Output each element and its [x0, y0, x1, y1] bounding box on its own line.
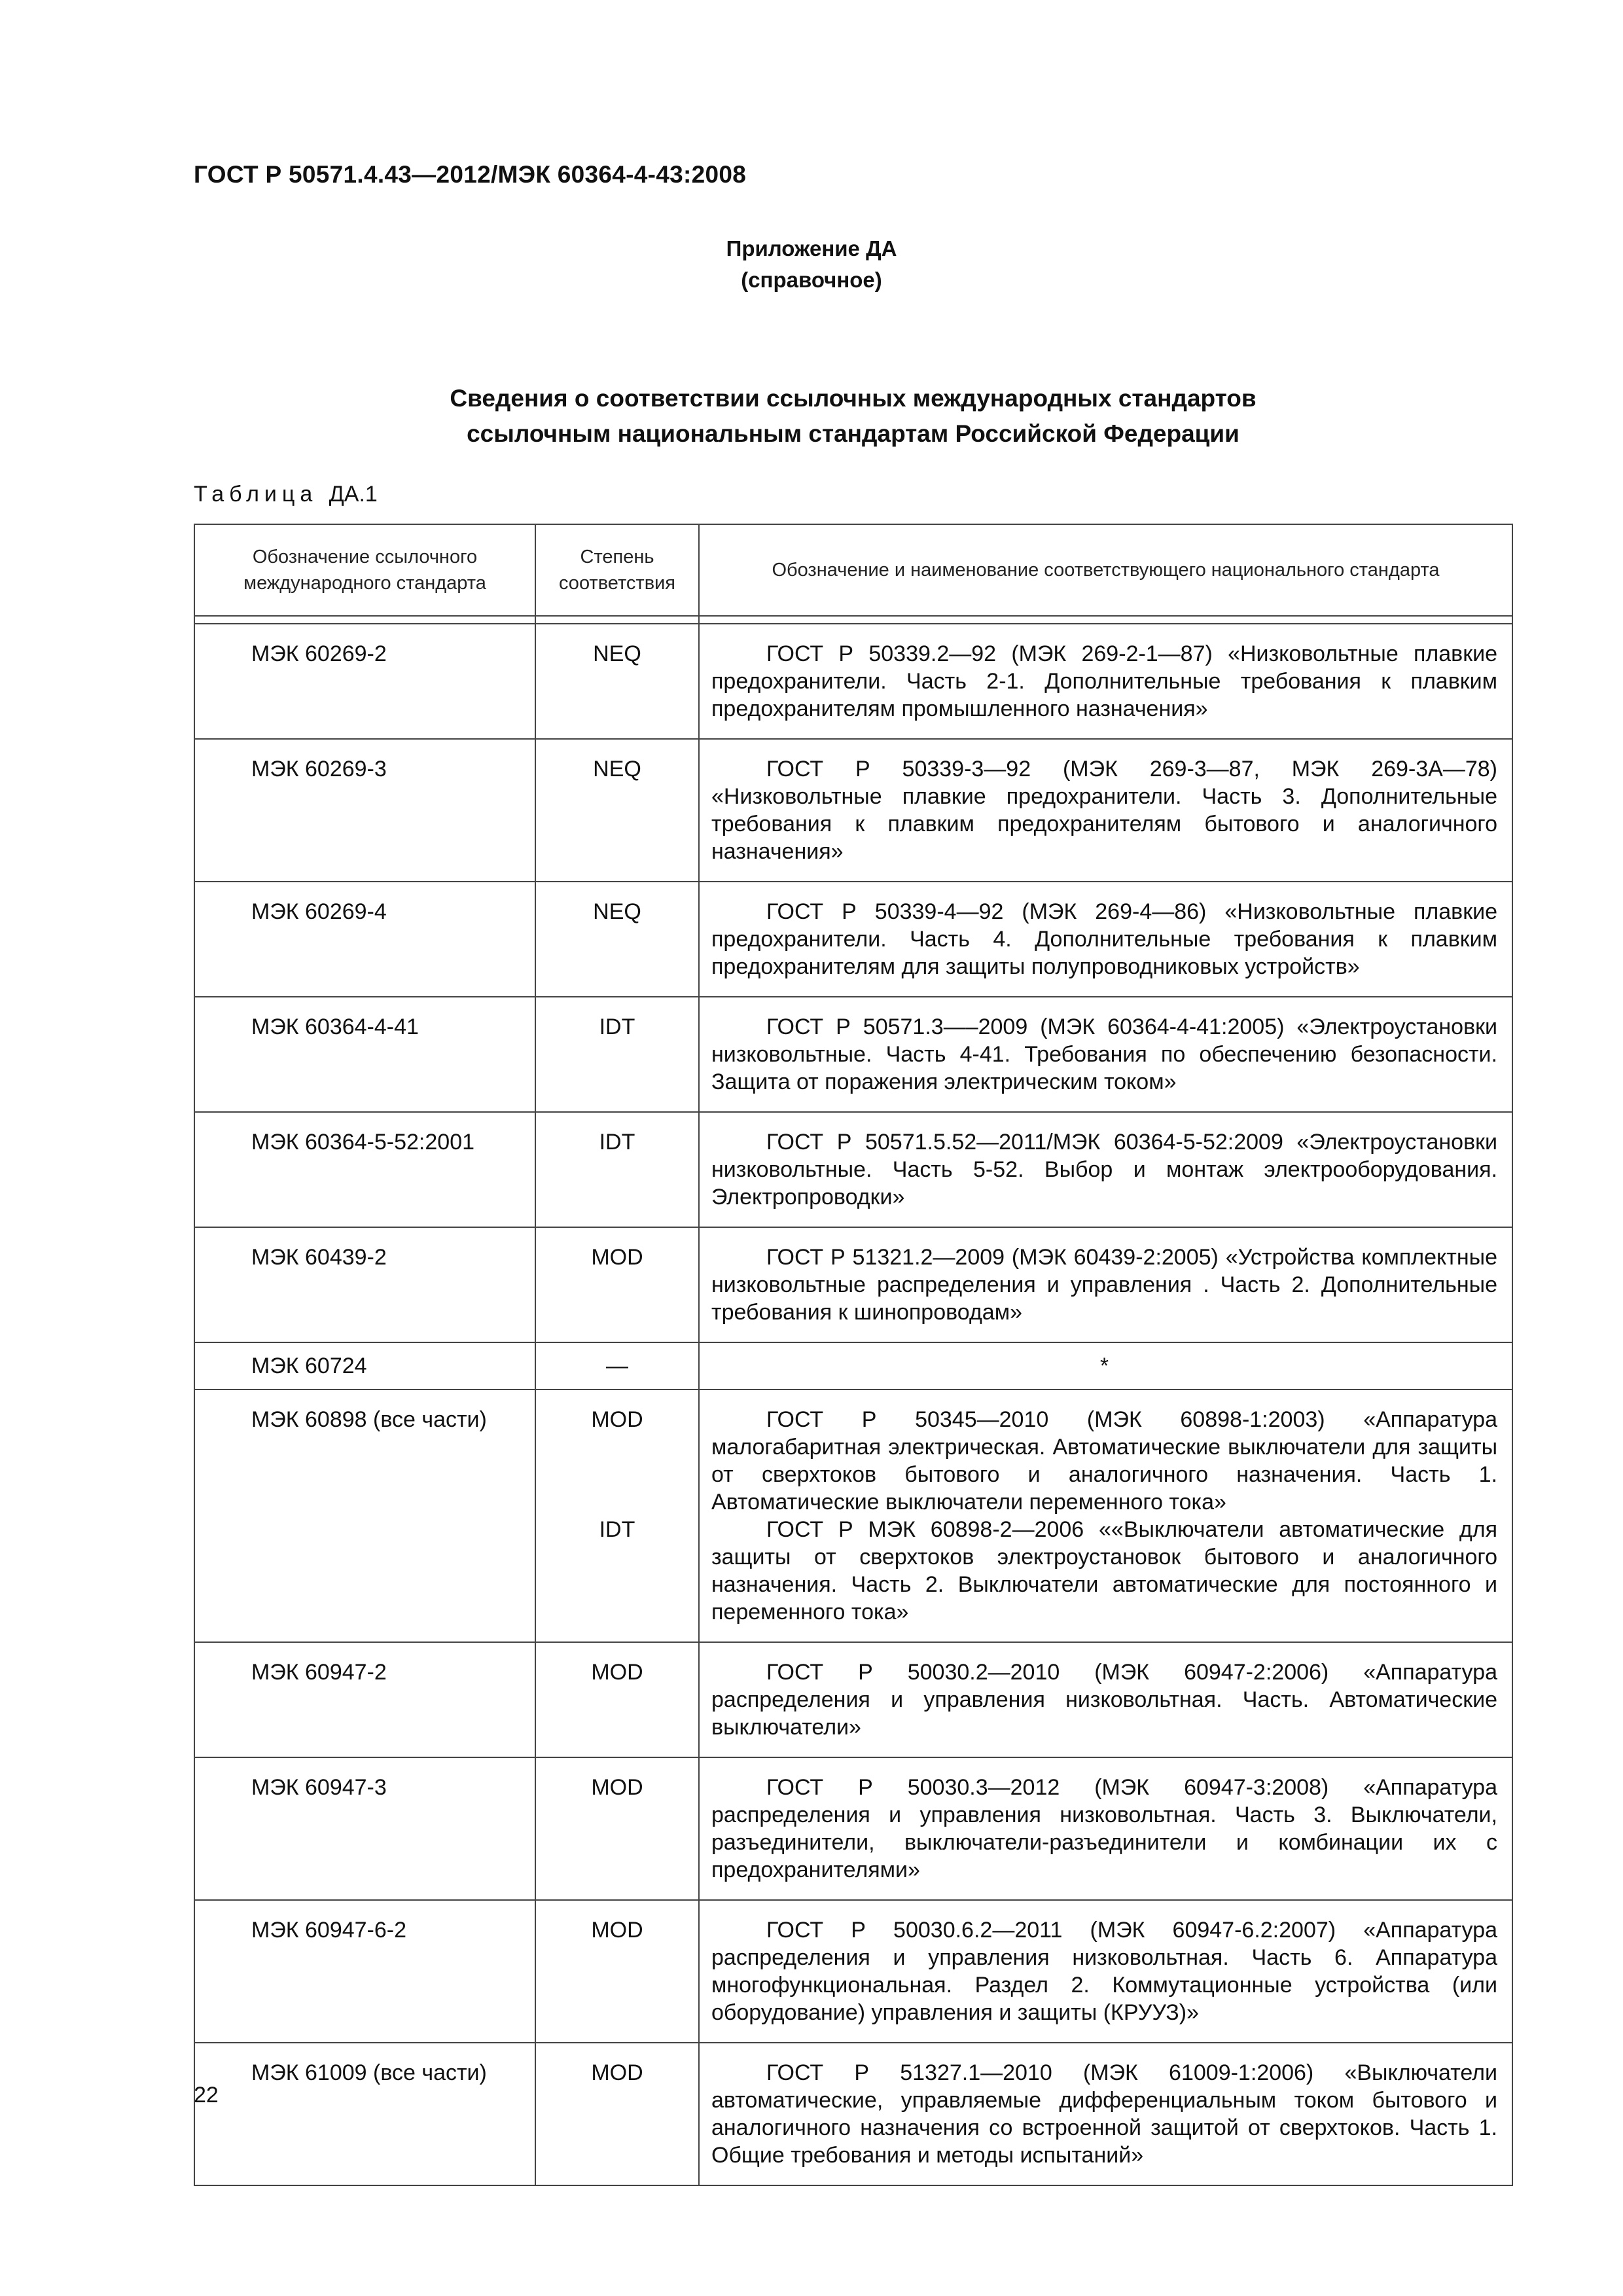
cell-national: *	[699, 1342, 1512, 1390]
table-spacer-row	[194, 616, 1512, 624]
table-row	[194, 2043, 1512, 2185]
cell-international: МЭК 60947-3	[194, 1757, 535, 1900]
table-row	[194, 624, 1512, 739]
cell-international: МЭК 60724	[194, 1342, 535, 1390]
degree-value: MOD	[591, 1407, 643, 1432]
reference-table	[194, 524, 1513, 2186]
cell-degree: MOD	[535, 1900, 699, 2043]
cell-degree: MOD	[535, 1757, 699, 1900]
cell-international: МЭК 60269-2	[194, 624, 535, 739]
page-title-line-1: Сведения о соответствии ссылочных международных стандартов	[450, 385, 1257, 412]
table-caption	[194, 482, 378, 507]
national-standard-entry-second: ГОСТ Р МЭК 60898-2—2006 ««Выключатели автоматические для защиты от сверхтоков электроустановок бытового и аналогичного назначения. Часть 2. Выключатели автоматические для постоянного и переменного тока»	[711, 1517, 1497, 1624]
header-national-standard: Обозначение и наименование соответствующего национального стандарта	[699, 524, 1512, 616]
table-row	[194, 1390, 1512, 1642]
cell-national: ГОСТ Р 50339.2—92 (МЭК 269-2-1—87) «Низковольтные плавкие предохранители. Часть 2-1. Дополнительные требования к плавким предохранителям промышленного назначения»	[699, 624, 1512, 739]
cell-international: МЭК 60439-2	[194, 1227, 535, 1342]
cell-degree: NEQ	[535, 624, 699, 739]
cell-degree: MOD	[535, 1642, 699, 1757]
cell-international: МЭК 60269-3	[194, 739, 535, 882]
cell-international: МЭК 60269-4	[194, 882, 535, 997]
table-row	[194, 739, 1512, 882]
page-title-line-2: ссылочным национальным стандартам Российской Федерации	[467, 420, 1240, 447]
cell-national: ГОСТ Р 50030.6.2—2011 (МЭК 60947-6.2:2007) «Аппаратура распределения и управления низковольтная. Часть 6. Аппаратура многофункциональная. Раздел 2. Коммутационные устройства (или оборудование) управления и защиты (КРУУЗ)»	[699, 1900, 1512, 2043]
cell-international: МЭК 60947-2	[194, 1642, 535, 1757]
cell-degree: IDT	[535, 1112, 699, 1227]
document-code: ГОСТ Р 50571.4.43—2012/МЭК 60364-4-43:2008	[194, 161, 747, 188]
annex-title: Приложение ДА	[726, 236, 897, 260]
table-row	[194, 997, 1512, 1112]
cell-national	[699, 1390, 1512, 1642]
cell-national: ГОСТ Р 51321.2—2009 (МЭК 60439-2:2005) «Устройства комплектные низковольтные распределения и управления . Часть 2. Дополнительные требования к шинопроводам»	[699, 1227, 1512, 1342]
cell-international: МЭК 61009 (все части)	[194, 2043, 535, 2185]
cell-international: МЭК 60898 (все части)	[194, 1390, 535, 1642]
page-title	[194, 381, 1512, 452]
cell-degree: NEQ	[535, 739, 699, 882]
header-international-standard: Обозначение ссылочного международного стандарта	[194, 524, 535, 616]
cell-degree: MOD	[535, 1227, 699, 1342]
cell-national: ГОСТ Р 50339-3—92 (МЭК 269-3—87, МЭК 269-3А—78) «Низковольтные плавкие предохранители. Часть 3. Дополнительные требования к плавким предохранителям бытового и аналогичного назначения»	[699, 739, 1512, 882]
annex-type: (справочное)	[741, 268, 882, 292]
table-row	[194, 1342, 1512, 1390]
cell-degree: IDT	[535, 997, 699, 1112]
cell-national: ГОСТ Р 50571.3—–2009 (МЭК 60364-4-41:2005) «Электроустановки низковольтные. Часть 4-41. Требования по обеспечению безопасности. Защита от поражения электрическим током»	[699, 997, 1512, 1112]
cell-national: ГОСТ Р 50571.5.52—2011/МЭК 60364-5-52:2009 «Электроустановки низковольтные. Часть 5-52. Выбор и монтаж электрооборудования. Электропроводки»	[699, 1112, 1512, 1227]
table-row	[194, 1757, 1512, 1900]
table-row	[194, 882, 1512, 997]
table-caption-label: Таблица	[194, 482, 318, 507]
table-row	[194, 1227, 1512, 1342]
cell-national: ГОСТ Р 51327.1—2010 (МЭК 61009-1:2006) «Выключатели автоматические, управляемые дифференциальным током бытового и аналогичного назначения со встроенной защитой от сверхтоков. Часть 1. Общие требования и методы испытаний»	[699, 2043, 1512, 2185]
cell-national: ГОСТ Р 50339-4—92 (МЭК 269-4—86) «Низковольтные плавкие предохранители. Часть 4. Дополнительные требования к плавким предохранителям для защиты полупроводниковых устройств»	[699, 882, 1512, 997]
cell-national: ГОСТ Р 50030.3—2012 (МЭК 60947-3:2008) «Аппаратура распределения и управления низковольтная. Часть 3. Выключатели, разъединители, выключатели-разъединители и комбинации их с предохранителями»	[699, 1757, 1512, 1900]
table-caption-number: ДА.1	[329, 482, 378, 507]
cell-international: МЭК 60947-6-2	[194, 1900, 535, 2043]
cell-national: ГОСТ Р 50030.2—2010 (МЭК 60947-2:2006) «Аппаратура распределения и управления низковольтная. Часть. Автоматические выключатели»	[699, 1642, 1512, 1757]
table-header-row	[194, 524, 1512, 616]
cell-degree	[535, 1390, 699, 1642]
page-number: 22	[194, 2083, 219, 2108]
cell-degree: NEQ	[535, 882, 699, 997]
annex-heading	[0, 233, 1623, 296]
national-standard-entry: ГОСТ Р 50345—2010 (МЭК 60898-1:2003) «Аппаратура малогабаритная электрическая. Автоматические выключатели для защиты от сверхтоков бытового и аналогичного назначения. Часть 1. Автоматические выключатели переменного тока»	[711, 1407, 1497, 1515]
cell-degree: —	[535, 1342, 699, 1390]
cell-degree: MOD	[535, 2043, 699, 2185]
cell-international: МЭК 60364-4-41	[194, 997, 535, 1112]
table-row	[194, 1112, 1512, 1227]
table-row	[194, 1642, 1512, 1757]
table-row	[194, 1900, 1512, 2043]
header-degree-of-conformity: Степень соответствия	[535, 524, 699, 616]
degree-value-second: IDT	[599, 1517, 635, 1542]
cell-international: МЭК 60364-5-52:2001	[194, 1112, 535, 1227]
